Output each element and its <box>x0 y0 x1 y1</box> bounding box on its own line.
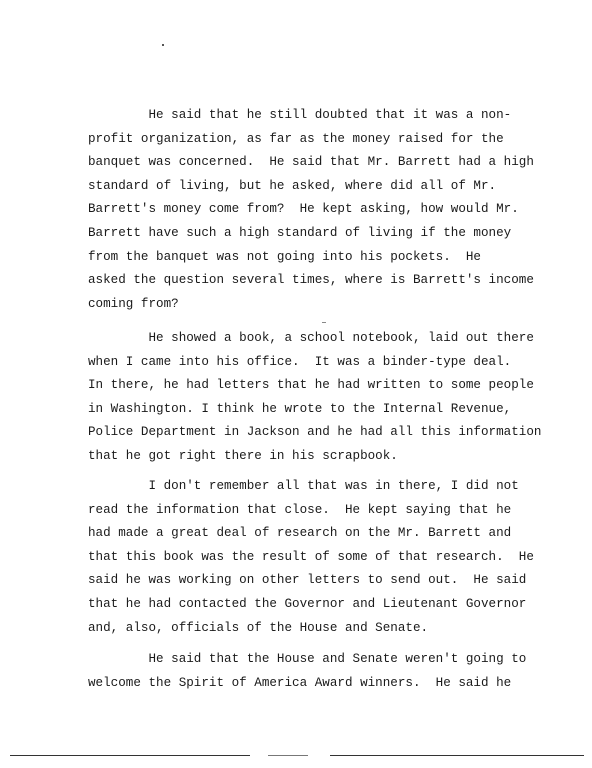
text-line: from the banquet was not going into his pockets. He <box>88 249 481 264</box>
paragraph-3 <box>88 475 534 640</box>
text-line: I don't remember all that was in there, I did not <box>88 479 519 493</box>
text-line: He said that the House and Senate weren't going to <box>88 652 527 666</box>
text-line: that this book was the result of some of that research. He <box>88 549 534 564</box>
scan-speck <box>162 44 164 46</box>
text-line: Police Department in Jackson and he had all this information <box>88 425 542 440</box>
text-line: had made a great deal of research on the Mr. Barrett and <box>88 526 512 541</box>
text-line: Barrett have such a high standard of living if the money <box>88 225 512 240</box>
text-line: profit organization, as far as the money raised for the <box>88 131 504 146</box>
paragraph-4 <box>88 648 528 695</box>
text-line: that he had contacted the Governor and Lieutenant Governor <box>88 596 527 611</box>
text-line: and, also, officials of the House and Senate. <box>88 620 429 635</box>
text-line: said he was working on other letters to send out. He said <box>88 573 527 588</box>
text-line: read the information that close. He kept saying that he <box>88 502 512 517</box>
text-line: coming from? <box>88 296 179 311</box>
text-line: asked the question several times, where is Barrett's income <box>88 273 534 288</box>
text-line: In there, he had letters that he had written to some people <box>88 378 534 393</box>
text-line: when I came into his office. It was a binder-type deal. <box>88 354 512 369</box>
text-line: Barrett's money come from? He kept asking, how would Mr. <box>88 202 519 217</box>
scan-speck <box>322 322 326 323</box>
text-line: He showed a book, a school notebook, laid out there <box>88 331 534 345</box>
text-line: in Washington. I think he wrote to the Internal Revenue, <box>88 401 512 416</box>
text-line: He said that he still doubted that it was a non- <box>88 108 512 122</box>
paragraph-2 <box>88 327 542 469</box>
scan-edge-line <box>268 755 308 756</box>
paragraph-1 <box>88 104 534 316</box>
text-line: that he got right there in his scrapbook. <box>88 448 398 463</box>
text-line: welcome the Spirit of America Award winners. He said he <box>88 675 512 690</box>
text-line: banquet was concerned. He said that Mr. Barrett had a high <box>88 155 534 170</box>
scan-edge-line <box>330 755 584 756</box>
text-line: standard of living, but he asked, where did all of Mr. <box>88 178 497 193</box>
scan-edge-line <box>10 755 250 756</box>
